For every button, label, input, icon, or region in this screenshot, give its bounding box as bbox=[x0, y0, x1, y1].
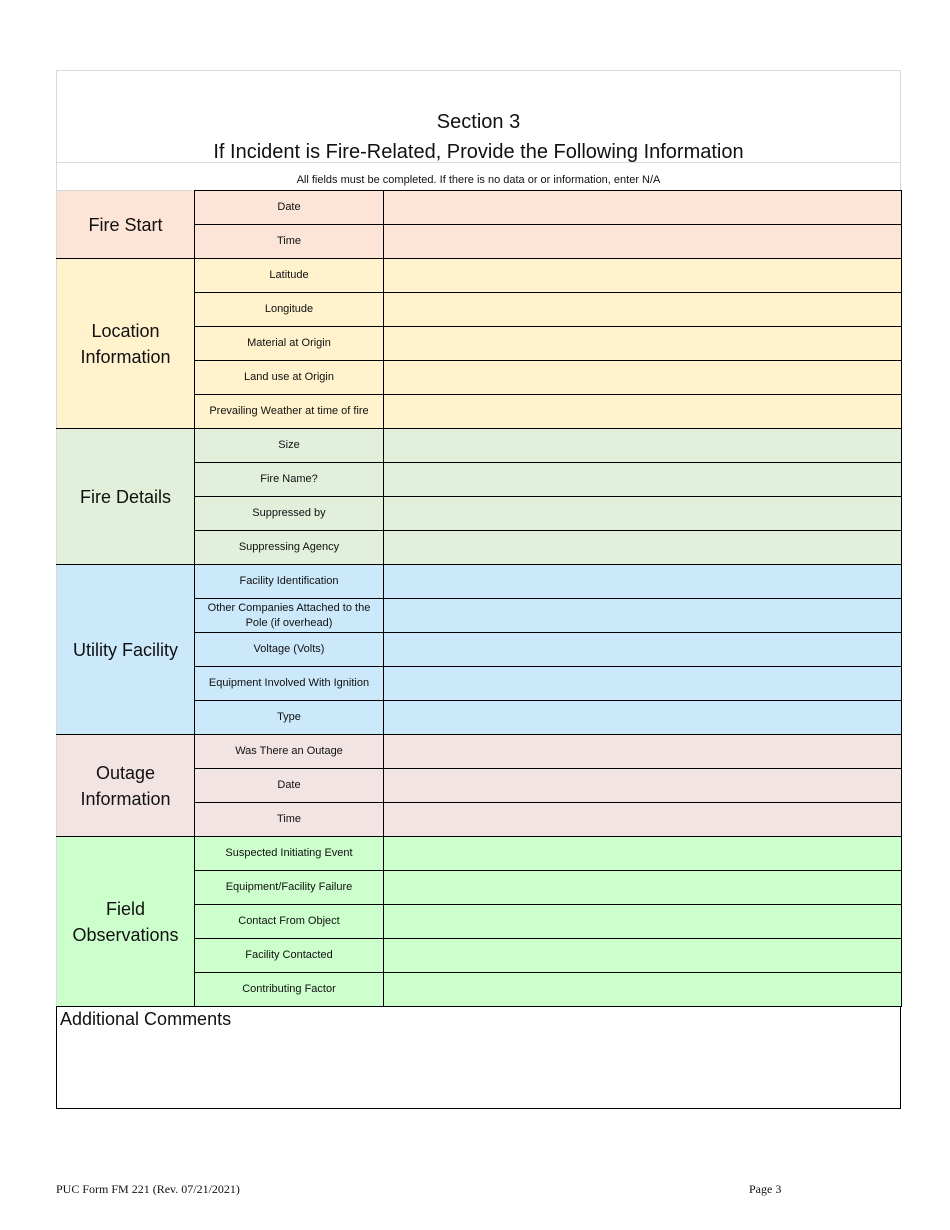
page-number: Page 3 bbox=[749, 1182, 782, 1196]
field-label: Size bbox=[195, 429, 384, 463]
field-label: Contributing Factor bbox=[195, 973, 384, 1007]
material-at-origin-input[interactable] bbox=[384, 327, 902, 361]
type-input[interactable] bbox=[384, 701, 902, 735]
table-row bbox=[57, 191, 902, 225]
field-label: Land use at Origin bbox=[195, 361, 384, 395]
fire-start-date-input[interactable] bbox=[384, 191, 902, 225]
field-label: Facility Identification bbox=[195, 565, 384, 599]
fire-name-input[interactable] bbox=[384, 463, 902, 497]
instructions-note: All fields must be completed. If there is no data or or information, enter N/A bbox=[56, 162, 901, 190]
field-label: Was There an Outage bbox=[195, 735, 384, 769]
contact-from-object-input[interactable] bbox=[384, 905, 902, 939]
section-utility-facility: Utility Facility bbox=[57, 565, 195, 735]
section-number: Section 3 bbox=[436, 111, 521, 133]
was-there-outage-input[interactable] bbox=[384, 735, 902, 769]
field-label: Type bbox=[195, 701, 384, 735]
field-label: Suppressing Agency bbox=[195, 531, 384, 565]
field-label: Date bbox=[195, 769, 384, 803]
fire-info-table bbox=[56, 190, 902, 1007]
longitude-input[interactable] bbox=[384, 293, 902, 327]
field-label: Equipment Involved With Ignition bbox=[195, 667, 384, 701]
suppressed-by-input[interactable] bbox=[384, 497, 902, 531]
section-field-observations: Field Observations bbox=[57, 837, 195, 1007]
additional-comments-box[interactable] bbox=[56, 1007, 901, 1109]
additional-comments-label: Additional Comments bbox=[60, 1009, 232, 1029]
size-input[interactable] bbox=[384, 429, 902, 463]
field-label: Longitude bbox=[195, 293, 384, 327]
outage-date-input[interactable] bbox=[384, 769, 902, 803]
table-row bbox=[57, 259, 902, 293]
other-companies-input[interactable] bbox=[384, 599, 902, 633]
form-header bbox=[56, 70, 901, 162]
facility-identification-input[interactable] bbox=[384, 565, 902, 599]
table-row bbox=[57, 565, 902, 599]
outage-time-input[interactable] bbox=[384, 803, 902, 837]
field-label: Facility Contacted bbox=[195, 939, 384, 973]
equipment-failure-input[interactable] bbox=[384, 871, 902, 905]
contributing-factor-input[interactable] bbox=[384, 973, 902, 1007]
section-fire-start: Fire Start bbox=[57, 191, 195, 259]
section-location-information: Location Information bbox=[57, 259, 195, 429]
incident-form bbox=[56, 70, 901, 1109]
field-label: Equipment/Facility Failure bbox=[195, 871, 384, 905]
table-row bbox=[57, 735, 902, 769]
field-label: Prevailing Weather at time of fire bbox=[195, 395, 384, 429]
form-identifier: PUC Form FM 221 (Rev. 07/21/2021) bbox=[56, 1182, 240, 1196]
field-label: Suppressed by bbox=[195, 497, 384, 531]
table-row bbox=[57, 429, 902, 463]
suspected-initiating-event-input[interactable] bbox=[384, 837, 902, 871]
fire-start-time-input[interactable] bbox=[384, 225, 902, 259]
prevailing-weather-input[interactable] bbox=[384, 395, 902, 429]
table-row bbox=[57, 837, 902, 871]
section-title: If Incident is Fire-Related, Provide the Following Information bbox=[213, 141, 744, 163]
section-fire-details: Fire Details bbox=[57, 429, 195, 565]
voltage-input[interactable] bbox=[384, 633, 902, 667]
suppressing-agency-input[interactable] bbox=[384, 531, 902, 565]
land-use-input[interactable] bbox=[384, 361, 902, 395]
field-label: Contact From Object bbox=[195, 905, 384, 939]
latitude-input[interactable] bbox=[384, 259, 902, 293]
field-label: Date bbox=[195, 191, 384, 225]
field-label: Fire Name? bbox=[195, 463, 384, 497]
field-label: Voltage (Volts) bbox=[195, 633, 384, 667]
field-label: Time bbox=[195, 225, 384, 259]
field-label: Latitude bbox=[195, 259, 384, 293]
field-label: Other Companies Attached to the Pole (if overhead) bbox=[195, 599, 384, 633]
field-label: Suspected Initiating Event bbox=[195, 837, 384, 871]
field-label: Time bbox=[195, 803, 384, 837]
equipment-involved-input[interactable] bbox=[384, 667, 902, 701]
section-outage-information: Outage Information bbox=[57, 735, 195, 837]
facility-contacted-input[interactable] bbox=[384, 939, 902, 973]
field-label: Material at Origin bbox=[195, 327, 384, 361]
